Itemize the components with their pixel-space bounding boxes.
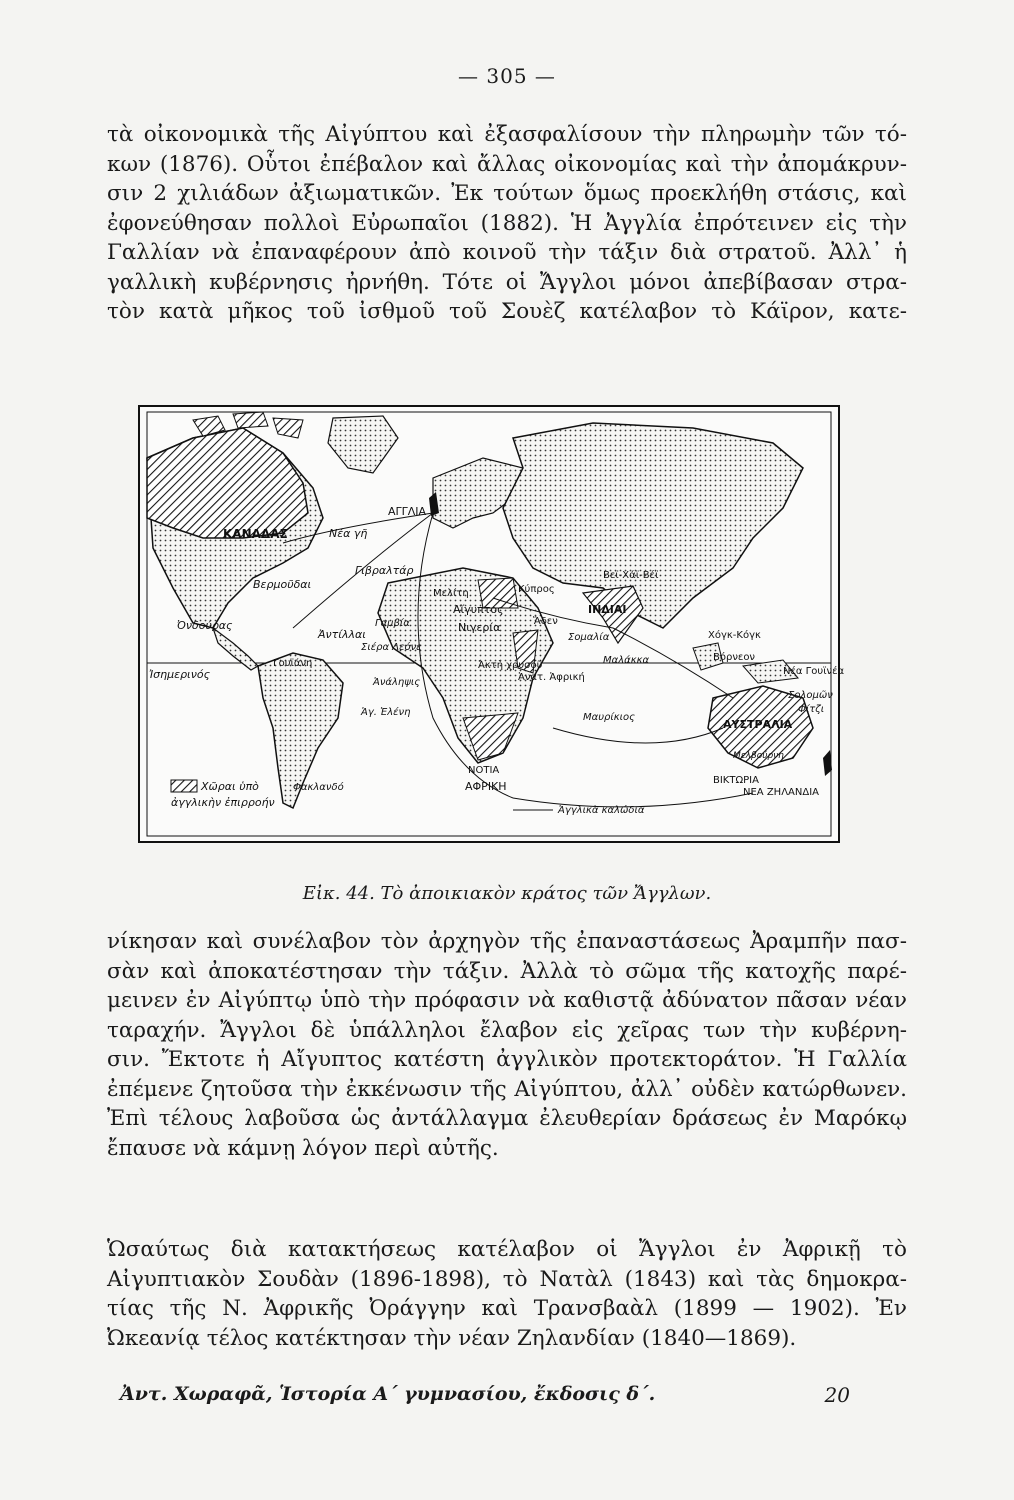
text-line: Ἐπὶ τέλους λαβοῦσα ὡς ἀντάλλαγμα ἐλευθερίαν δράσεως ἐν Μαρόκῳ bbox=[107, 1106, 907, 1131]
label-nea-gi: Νέα γῆ bbox=[329, 527, 368, 540]
text-line: τὰ οἰκονομικὰ τῆς Αἰγύπτου καὶ ἐξασφαλίσουν τὴν πληρωμὴν τῶν τό- bbox=[107, 122, 907, 147]
text-line: σιν. Ἔκτοτε ἡ Αἴγυπτος κατέστη ἀγγλικὸν προτεκτοράτον. Ἡ Γαλλία bbox=[107, 1047, 907, 1072]
label-faklando: Φακλανδό bbox=[293, 782, 344, 793]
legend-swatch bbox=[171, 780, 197, 792]
label-nea-gouinea: Νέα Γουϊνέα bbox=[783, 666, 845, 677]
label-anglia: ΑΓΓΛΙΑ bbox=[388, 505, 427, 518]
label-gouiani: Γουϊάνη bbox=[273, 658, 313, 669]
label-viktoria: ΒΙΚΤΩΡΙΑ bbox=[713, 775, 759, 786]
label-adin: Ἄδεν bbox=[533, 616, 558, 627]
signature-mark: 20 bbox=[824, 1383, 850, 1407]
legend-line2: ἀγγλικὴν ἐπιρροήν bbox=[171, 796, 275, 809]
label-fitzi: Φίτζι bbox=[798, 704, 825, 715]
colonial-empire-map bbox=[133, 398, 847, 858]
legend-line1: Χῶραι ὑπὸ bbox=[201, 780, 259, 793]
label-somalia: Σομαλία bbox=[568, 632, 610, 643]
label-solomon: Σολομῶν bbox=[788, 690, 833, 701]
page-footer bbox=[120, 1383, 850, 1405]
label-kypros: Κύπρος bbox=[518, 584, 555, 595]
text-line: ἔπαυσε νὰ κάμνῃ λόγον περὶ αὐτῆς. bbox=[107, 1135, 499, 1161]
text-line: Ὡσαύτως διὰ κατακτήσεως κατέλαβον οἱ Ἄγγλοι ἐν Ἀφρικῇ τὸ bbox=[107, 1237, 907, 1262]
label-gambia: Γαμβία bbox=[375, 618, 410, 629]
page-number: — 305 — bbox=[458, 64, 556, 88]
text-line: ταραχήν. Ἄγγλοι δὲ ὑπάλληλοι ἔλαβον εἰς χεῖρας των τὴν κυβέρνη- bbox=[107, 1017, 907, 1043]
label-sierra: Σιέρα Λεόνε bbox=[361, 642, 422, 653]
label-notia: ΝΟΤΙΑ bbox=[468, 765, 500, 776]
text-line: Ὠκεανίᾳ τέλος κατέκτησαν τὴν νέαν Ζηλανδίαν (1840—1869). bbox=[107, 1325, 797, 1351]
label-melvourni: Μελβούρνη bbox=[733, 751, 784, 761]
label-antillai: Ἀντίλλαι bbox=[318, 628, 367, 641]
text-line: σιν 2 χιλιάδων ἀξιωματικῶν. Ἐκ τούτων ὅμως προεκλήθη στάσις, καὶ bbox=[107, 181, 907, 206]
paragraph-2 bbox=[107, 927, 907, 1163]
text-line: κων (1876). Οὗτοι ἐπέβαλον καὶ ἄλλας οἰκονομίας καὶ τὴν ἀπομάκρυν- bbox=[107, 151, 907, 177]
label-ondouras: Ὀνδούρας bbox=[177, 619, 233, 632]
text-line: Γαλλίαν νὰ ἐπαναφέρουν ἀπὸ κοινοῦ τὴν τάξιν διὰ στρατοῦ. Ἀλλ᾽ ἡ bbox=[107, 240, 907, 265]
text-line: νίκησαν καὶ συνέλαβον τὸν ἀρχηγὸν τῆς ἐπαναστάσεως Ἀραμπῆν πασ- bbox=[107, 929, 907, 954]
text-line: τίας τῆς Ν. Ἀφρικῆς Ὀράγγην καὶ Τρανσβαὰλ (1899 — 1902). Ἐν bbox=[107, 1296, 907, 1321]
paragraph-1 bbox=[107, 120, 907, 327]
figure-caption: Εἰκ. 44. Τὸ ἀποικιακὸν κράτος τῶν Ἄγγλων. bbox=[302, 883, 712, 904]
label-indiai: ΙΝΔΙΑΙ bbox=[588, 603, 627, 616]
text-line: Αἰγυπτιακὸν Σουδὰν (1896-1898), τὸ Νατὰλ (1843) καὶ τὰς δημοκρα- bbox=[107, 1266, 907, 1292]
label-vei-chai-vei: Βεϊ-Χάϊ-Βέϊ bbox=[603, 570, 659, 581]
label-melite: Μελίτη bbox=[433, 588, 469, 599]
label-ag-eleni: Ἁγ. Ἑλένη bbox=[361, 707, 411, 718]
paragraph-3 bbox=[107, 1235, 907, 1353]
text-line: ἐπέμενε ζητοῦσα τὴν ἐκκένωσιν τῆς Αἰγύπτου, ἀλλ᾽ οὐδὲν κατώρθωνεν. bbox=[107, 1076, 907, 1102]
label-isimerinos: Ἰσημερινός bbox=[149, 668, 211, 681]
label-vermoudai: Βερμοῦδαι bbox=[253, 578, 312, 591]
label-chong-kong: Χόγκ-Κόγκ bbox=[708, 630, 761, 641]
label-gibraltar: Γιβραλτάρ bbox=[355, 564, 414, 577]
label-nigeria: Νιγερία bbox=[458, 621, 501, 634]
footer-citation: Ἀντ. Χωραφᾶ, Ἱστορία Α΄ γυμνασίου, ἔκδοσις δ΄. bbox=[120, 1383, 656, 1405]
label-analipsis: Ἀνάληψις bbox=[373, 677, 421, 688]
text-line: σὰν καὶ ἀποκατέστησαν τὴν τάξιν. Ἀλλὰ τὸ σῶμα τῆς κατοχῆς παρέ- bbox=[107, 958, 907, 984]
text-line: μεινεν ἐν Αἰγύπτῳ ὑπὸ τὴν πρόφασιν νὰ καθιστᾷ ἀδύνατον πᾶσαν νέαν bbox=[107, 988, 907, 1013]
label-kanadas: ΚΑΝΑΔΑΣ bbox=[223, 527, 288, 541]
label-aggl-kalodia: Ἀγγλικὰ καλώδια bbox=[558, 805, 645, 816]
label-mavrikios: Μαυρίκιος bbox=[583, 712, 636, 723]
label-afriki: ΑΦΡΙΚΗ bbox=[465, 780, 507, 793]
text-line: γαλλικὴ κυβέρνησις ἠρνήθη. Τότε οἱ Ἄγγλοι μόνοι ἀπεβίβασαν στρα- bbox=[107, 269, 907, 295]
text-line: τὸν κατὰ μῆκος τοῦ ἰσθμοῦ τοῦ Σουὲζ κατέλαβον τὸ Κάϊρον, κατε- bbox=[107, 299, 907, 324]
label-akti-chrysou: Ἀκτὴ χρυσοῦ bbox=[478, 660, 543, 671]
label-malakka: Μαλάκκα bbox=[603, 655, 650, 666]
label-nea-zilandia: ΝΕΑ ΖΗΛΑΝΔΙΑ bbox=[743, 787, 819, 798]
label-anatoliki-afriki: Ἀνατ. Ἀφρική bbox=[518, 672, 585, 683]
label-afstralia: ΑΥΣΤΡΑΛΙΑ bbox=[723, 718, 793, 731]
label-aigyptos: Αἴγυπτος bbox=[453, 603, 504, 616]
text-line: ἐφονεύθησαν πολλοὶ Εὐρωπαῖοι (1882). Ἡ Ἀγγλία ἐπρότεινεν εἰς τὴν bbox=[107, 210, 907, 236]
label-vorneon: Βόρνεον bbox=[713, 652, 756, 663]
